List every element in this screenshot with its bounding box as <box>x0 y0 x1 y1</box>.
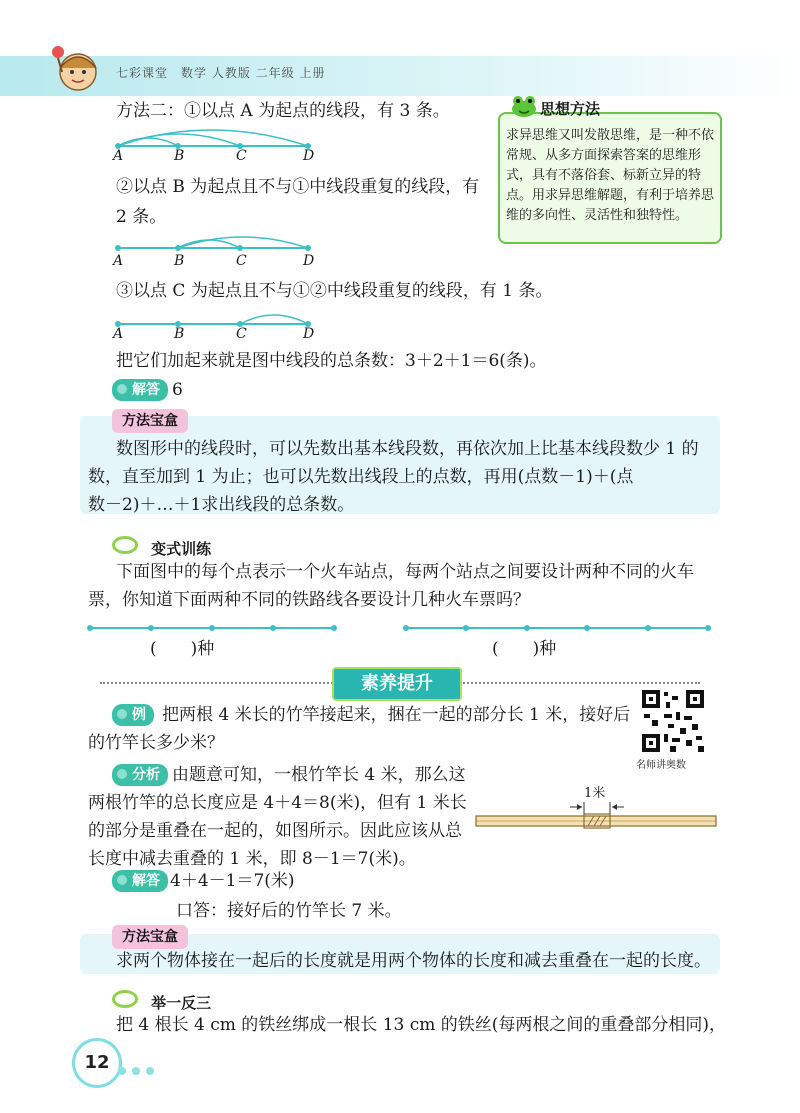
point-label-c: C <box>236 253 247 269</box>
segment-diagram-1 <box>110 118 320 164</box>
method2-line4: ③以点 C 为起点且不与①②中线段重复的线段，有 1 条。 <box>116 281 553 301</box>
point-label-d: D <box>303 253 315 269</box>
method-box-tag: 方法宝盒 <box>112 409 188 433</box>
bullet-icon <box>112 536 138 554</box>
railway-line-2 <box>400 618 720 638</box>
practice-line1: 把 4 根长 4 cm 的铁丝绑成一根长 13 cm 的铁丝(每两根之间的重叠部分相同)， <box>116 1015 727 1035</box>
variant-line1: 下面图中的每个点表示一个火车站点，每两个站点之间要设计两种不同的火车 <box>116 562 694 582</box>
point-label-b: B <box>174 326 185 342</box>
think-body: 求异思维又叫发散思维，是一种不依常规、从多方面探索答案的思维形式，具有不落俗套、标新立异的特点。用求异思维解题，有利于培养思维的多向性、灵活性和独特性。 <box>506 128 715 223</box>
variant-line2: 票，你知道下面两种不同的铁路线各要设计几种火车票吗？ <box>88 590 530 610</box>
point-label-a: A <box>113 326 124 342</box>
method2-line1: 方法二：①以点 A 为起点的线段，有 3 条。 <box>116 101 450 121</box>
answer-tag-2: 解答 <box>112 870 168 892</box>
point-label-c: C <box>236 326 247 342</box>
segment-diagram-3 <box>110 302 320 332</box>
mascot-icon <box>48 42 104 94</box>
variant-blank-1[interactable]: ( )种 <box>150 639 215 659</box>
point-label-d: D <box>303 326 315 342</box>
analysis-line4: 长度中减去重叠的 1 米，即 8－1＝7(米)。 <box>88 849 416 869</box>
method2-line3: 2 条。 <box>116 207 167 227</box>
example-line2: 的竹竿长多少米？ <box>88 733 224 753</box>
bullet-icon <box>112 990 138 1008</box>
answer-reply: 口答：接好后的竹竿长 7 米。 <box>176 901 402 921</box>
answer-tag: 解答 <box>112 379 168 401</box>
answer-formula: 4＋4－1＝7(米) <box>170 871 295 891</box>
answer-value: 6 <box>172 380 183 400</box>
method-box-line3: 数－2)＋…＋1求出线段的总条数。 <box>88 495 355 515</box>
method-box-line2: 数，直至加到 1 为止；也可以先数出线段上的点数，再用(点数－1)＋(点 <box>88 467 634 487</box>
variant-title: 变式训练 <box>151 540 212 558</box>
example-line1: 把两根 4 米长的竹竿接起来，捆在一起的部分长 1 米，接好后 <box>162 705 631 725</box>
point-label-c: C <box>236 148 247 164</box>
frog-icon <box>510 94 538 118</box>
think-title: 思想方法 <box>540 100 601 118</box>
practice-title: 举一反三 <box>151 994 212 1012</box>
method-box-tag-2: 方法宝盒 <box>112 925 188 949</box>
analysis-line1: 由题意可知，一根竹竿长 4 米，那么这 <box>172 765 466 785</box>
method2-line2: ②以点 B 为起点且不与①中线段重复的线段，有 <box>116 177 480 197</box>
method2-line5: 把它们加起来就是图中线段的总条数：3＋2＋1＝6(条)。 <box>116 351 547 371</box>
overlap-label: 1米 <box>584 786 606 801</box>
point-label-a: A <box>113 253 124 269</box>
method-box-line1: 数图形中的线段时，可以先数出基本线段数，再依次加上比基本线段数少 1 的 <box>116 439 699 459</box>
variant-blank-2[interactable]: ( )种 <box>492 639 557 659</box>
method-box2-line1: 求两个物体接在一起后的长度就是用两个物体的长度和减去重叠在一起的长度。 <box>116 951 711 971</box>
variant-heading <box>112 536 211 559</box>
header-title: 七彩课堂 数学 人教版 二年级 上册 <box>116 66 326 80</box>
page-dots-decoration <box>118 1060 160 1079</box>
page-number: 12 <box>72 1038 122 1088</box>
example-tag: 例 <box>112 704 154 726</box>
point-label-a: A <box>113 148 124 164</box>
qr-code-icon[interactable] <box>640 688 706 754</box>
section-banner: 素养提升 <box>332 667 462 701</box>
point-label-d: D <box>303 148 315 164</box>
analysis-line2: 两根竹竿的总长度应是 4＋4＝8(米)，但有 1 米长 <box>88 793 467 813</box>
analysis-tag: 分析 <box>112 764 168 786</box>
point-label-b: B <box>174 148 185 164</box>
point-label-b: B <box>174 253 185 269</box>
qr-caption: 名师讲奥数 <box>636 760 686 771</box>
analysis-line3: 的部分是重叠在一起的，如图所示。因此应该从总 <box>88 821 462 841</box>
railway-line-1 <box>86 618 346 638</box>
segment-diagram-2 <box>110 226 320 256</box>
